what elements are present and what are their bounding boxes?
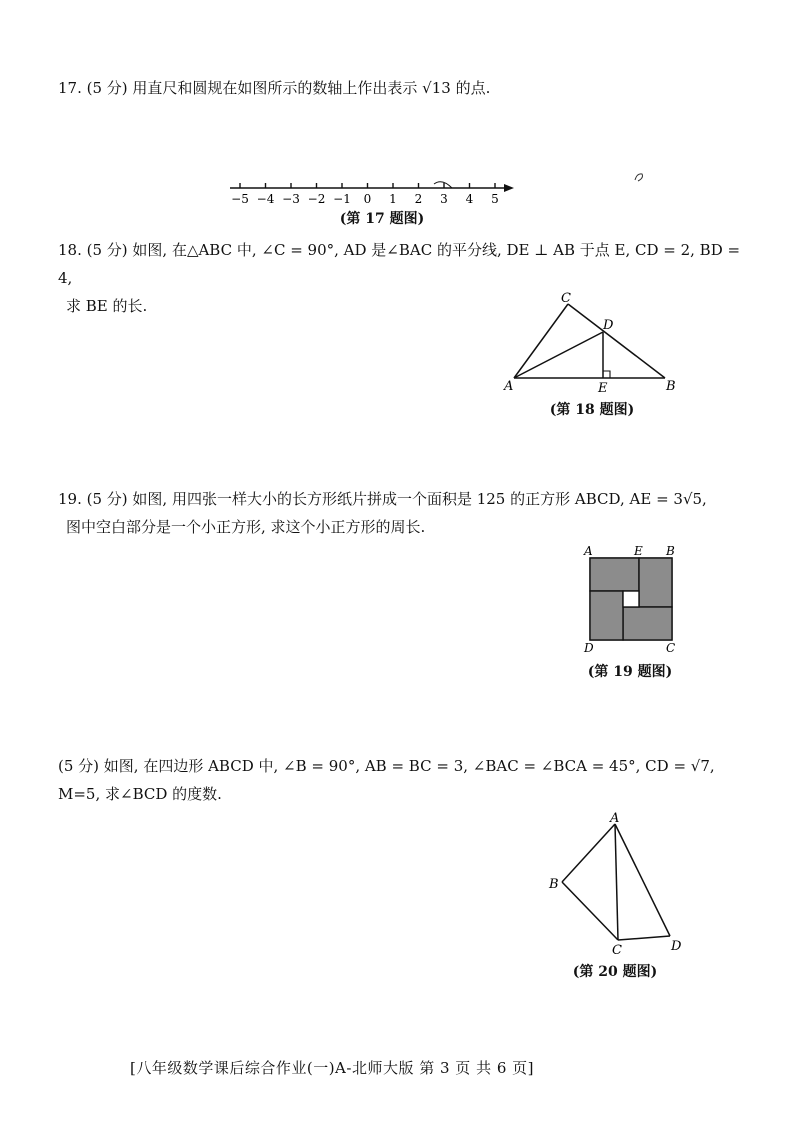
question-20 [58,752,748,808]
segment-cd [618,936,670,940]
number-line-ticks [231,183,499,206]
question-17 [58,74,748,102]
label-a: A [504,379,514,394]
tick-label: −4 [256,192,275,206]
label-c: C [561,292,571,306]
question-19 [58,485,748,541]
label-b: B [549,877,559,892]
question-20-line2: M=5, 求∠BCD 的度数. [58,785,222,803]
label-d: D [603,318,614,333]
question-19-line1: 19. (5 分) 如图, 用四张一样大小的长方形纸片拼成一个面积是 125 的正方形 ABCD, AE = 3√5, [58,490,707,508]
label-d: D [671,939,682,954]
label-b: B [666,544,675,558]
segment-ad [615,824,670,936]
rectangle-right [639,558,672,607]
stray-mark [632,170,646,184]
tick-label: −5 [231,192,249,206]
tick-label: 2 [414,192,423,206]
number-line-arrow [504,184,514,192]
segment-ab [562,824,615,882]
segment-ac [514,304,568,378]
label-d: D [584,641,594,655]
question-18-line1: 18. (5 分) 如图, 在△ABC 中, ∠C = 90°, AD 是∠BAC 的平分线, DE ⊥ AB 于点 E, CD = 2, BD = 4, [58,241,741,287]
segment-cb [568,304,665,378]
figure-17-caption: (第 17 题图) [339,211,425,227]
tick-label: 3 [440,192,448,206]
tick-label: −3 [282,192,300,206]
rectangle-bottom [623,607,672,640]
right-angle-mark-e [603,371,610,378]
page-footer: [八年级数学课后综合作业(一)A-北师大版 第 3 页 共 6 页] [130,1059,535,1077]
tick-label: 5 [491,192,499,206]
rectangle-top [590,558,639,591]
segment-ac [615,824,618,940]
label-a: A [584,544,593,558]
question-19-line2: 图中空白部分是一个小正方形, 求这个小正方形的周长. [66,518,426,536]
question-17-text: 17. (5 分) 用直尺和圆规在如图所示的数轴上作出表示 √13 的点. [58,79,491,97]
tick-label: −2 [307,192,326,206]
segment-bc [562,882,618,940]
quadrilateral-abcd-figure [540,810,690,960]
label-a: A [610,811,620,826]
figure-18-caption: (第 18 题图) [549,402,635,418]
tick-label: 1 [389,192,397,206]
question-20-line1: (5 分) 如图, 在四边形 ABCD 中, ∠B = 90°, AB = BC = 3, ∠BAC = ∠BCA = 45°, CD = √7, [58,757,715,775]
tick-label: 0 [363,192,372,206]
square-abcd-figure [576,544,686,656]
figure-19-caption: (第 19 题图) [587,664,673,680]
rectangle-left [590,591,623,640]
label-c: C [612,943,622,958]
label-e: E [598,381,608,396]
label-b: B [666,379,676,394]
compass-arc-mark [434,182,452,188]
triangle-abc-figure [500,292,690,396]
segment-ad [514,332,603,378]
question-18-line2: 求 BE 的长. [66,297,148,315]
tick-label: 4 [465,192,474,206]
small-white-square [623,591,639,607]
label-e: E [634,544,643,558]
figure-20-caption: (第 20 题图) [572,964,658,980]
tick-label: −1 [333,192,351,206]
label-c: C [666,641,676,655]
number-line-figure [222,172,522,208]
